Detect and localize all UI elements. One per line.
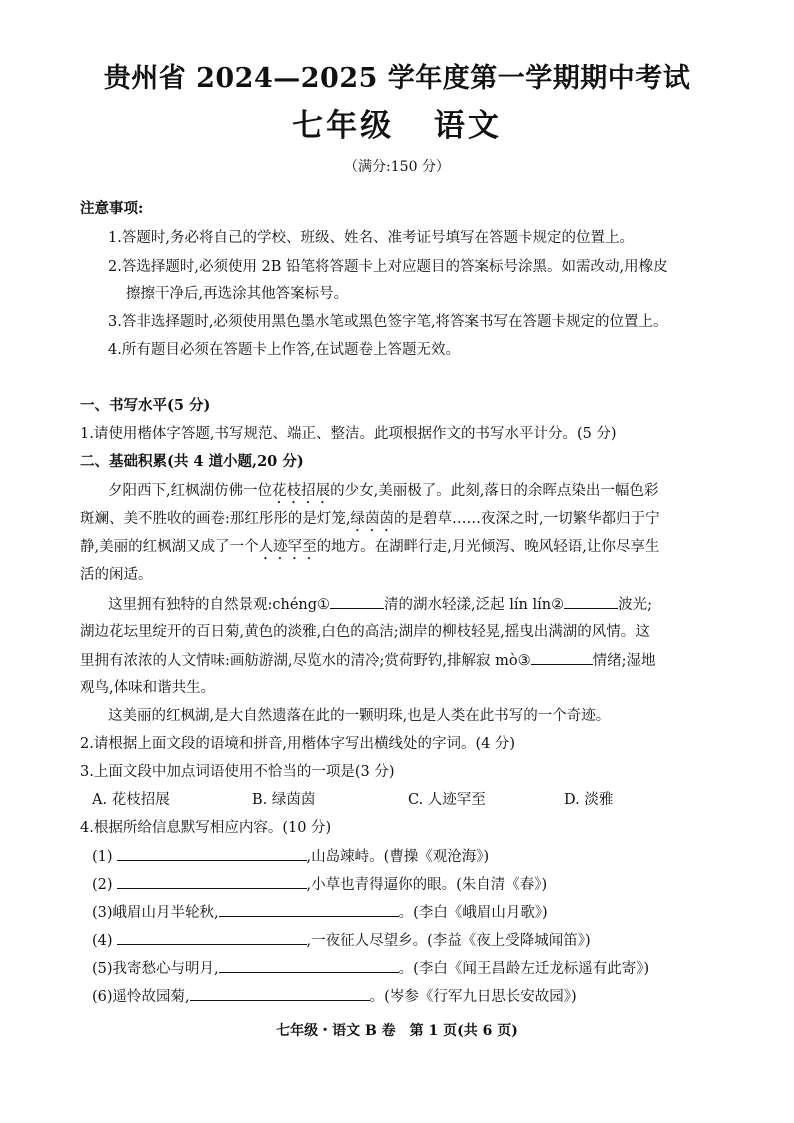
passage-line: 观鸟,体味和谐共生。 — [80, 680, 216, 696]
score-note: （满分:150 分） — [344, 159, 450, 175]
passage-line — [80, 508, 660, 535]
question-2: 2.请根据上面文段的语境和拼音,用楷体字写出横线处的字词。(4 分) — [80, 736, 516, 752]
recite-item — [92, 845, 489, 868]
recite-item — [92, 957, 649, 980]
answer-blank[interactable] — [330, 593, 384, 609]
q3-options — [92, 789, 712, 811]
recite-prefix: (6)遥怜故园菊, — [92, 989, 190, 1005]
passage-text: 的地方。在湖畔行走,月光倾泻、晚风轻语,让你尽享生 — [316, 539, 660, 555]
passage-text: 静,美丽的红枫湖又成了一个 — [80, 539, 259, 555]
answer-blank[interactable] — [117, 873, 307, 889]
note-item: 擦擦干净后,再选涂其他答案标号。 — [126, 286, 349, 302]
passage-text: 斑斓、美不胜收的画卷:那红彤彤的是灯笼, — [80, 511, 351, 527]
passage-text: 这里拥有独特的自然景观:chéng① — [108, 597, 331, 613]
option-a[interactable]: A. 花枝招展 — [92, 792, 170, 808]
passage-line: 活的闲适。 — [80, 567, 153, 583]
recite-item — [92, 873, 547, 896]
page-footer: 七年级・语文 B 卷 第 1 页(共 6 页) — [276, 1023, 518, 1039]
passage-line — [108, 593, 652, 616]
question-3: 3.上面文段中加点词语使用不恰当的一项是(3 分) — [80, 764, 395, 780]
recite-prefix: (3)峨眉山月半轮秋, — [92, 905, 219, 921]
exam-subtitle: 七年级 语文 — [292, 108, 502, 144]
answer-blank[interactable] — [219, 957, 399, 973]
question-1: 1.请使用楷体字答题,书写规范、端正、整洁。此项根据作文的书写水平计分。(5 分) — [80, 426, 617, 442]
recite-suffix: 。(李白《峨眉山月歌》) — [398, 905, 548, 921]
note-item: 4.所有题目必须在答题卡上作答,在试题卷上答题无效。 — [108, 342, 460, 358]
dotted-word: 绿茵茵 — [350, 511, 394, 527]
answer-blank[interactable] — [190, 985, 370, 1001]
recite-item — [92, 985, 577, 1008]
passage-line — [80, 649, 655, 672]
recite-prefix: (4) — [92, 933, 113, 949]
recite-suffix: ,一夜征人尽望乡。(李益《夜上受降城闻笛》) — [306, 933, 591, 949]
note-item: 1.答题时,务必将自己的学校、班级、姓名、准考证号填写在答题卡规定的位置上。 — [108, 230, 634, 246]
dotted-word: 人迹罕至 — [258, 539, 317, 555]
passage-text: 的是碧草……夜深之时,一切繁华都归于宁 — [394, 511, 660, 527]
passage-line — [80, 536, 659, 563]
recite-prefix: (5)我寄愁心与明月, — [92, 961, 219, 977]
option-d[interactable]: D. 淡雅 — [564, 792, 614, 808]
passage-text: 情绪;湿地 — [592, 653, 656, 669]
note-item: 2.答选择题时,必须使用 2B 铅笔将答题卡上对应题目的答案标号涂黑。如需改动,用橡皮 — [108, 259, 668, 275]
recite-suffix: ,山岛竦峙。(曹操《观沧海》) — [306, 849, 490, 865]
recite-prefix: (1) — [92, 849, 113, 865]
answer-blank[interactable] — [117, 929, 307, 945]
exam-title: 贵州省 2024—2025 学年度第一学期期中考试 — [103, 63, 691, 94]
notes-heading: 注意事项: — [80, 200, 144, 217]
passage-line: 湖边花坛里绽开的百日菊,黄色的淡雅,白色的高洁;湖岸的柳枝轻晃,摇曳出满湖的风情。这 — [80, 624, 650, 640]
recite-suffix: ,小草也青得逼你的眼。(朱自清《春》) — [306, 877, 548, 893]
option-b[interactable]: B. 绿茵茵 — [252, 792, 316, 808]
option-c[interactable]: C. 人迹罕至 — [408, 792, 486, 808]
answer-blank[interactable] — [219, 901, 399, 917]
answer-blank[interactable] — [564, 593, 618, 609]
recite-item — [92, 901, 548, 924]
note-item: 3.答非选择题时,必须使用黑色墨水笔或黑色签字笔,将答案书写在答题卡规定的位置上。 — [108, 314, 668, 330]
section1-heading: 一、书写水平(5 分) — [80, 397, 211, 414]
recite-prefix: (2) — [92, 877, 113, 893]
passage-text: 波光; — [618, 597, 652, 613]
passage-text: 里拥有浓浓的人文情味:画舫游湖,尽览水的清冷;赏荷野钓,排解寂 mò③ — [80, 653, 531, 669]
recite-item — [92, 929, 591, 952]
question-4: 4.根据所给信息默写相应内容。(10 分) — [80, 820, 332, 836]
dotted-word: 花枝招展 — [272, 483, 331, 499]
passage-text: 清的湖水轻漾,泛起 lín lín② — [384, 597, 565, 613]
recite-suffix: 。(李白《闻王昌龄左迁龙标遥有此寄》) — [398, 961, 650, 977]
answer-blank[interactable] — [531, 649, 593, 665]
passage-line — [108, 480, 658, 507]
answer-blank[interactable] — [117, 845, 307, 861]
passage-text: 的少女,美丽极了。此刻,落日的余晖点染出一幅色彩 — [330, 483, 659, 499]
passage-line: 这美丽的红枫湖,是大自然遗落在此的一颗明珠,也是人类在此书写的一个奇迹。 — [108, 708, 611, 724]
recite-suffix: 。(岑参《行军九日思长安故园》) — [369, 989, 577, 1005]
passage-text: 夕阳西下,红枫湖仿佛一位 — [108, 483, 273, 499]
section2-heading: 二、基础积累(共 4 道小题,20 分) — [80, 453, 304, 470]
